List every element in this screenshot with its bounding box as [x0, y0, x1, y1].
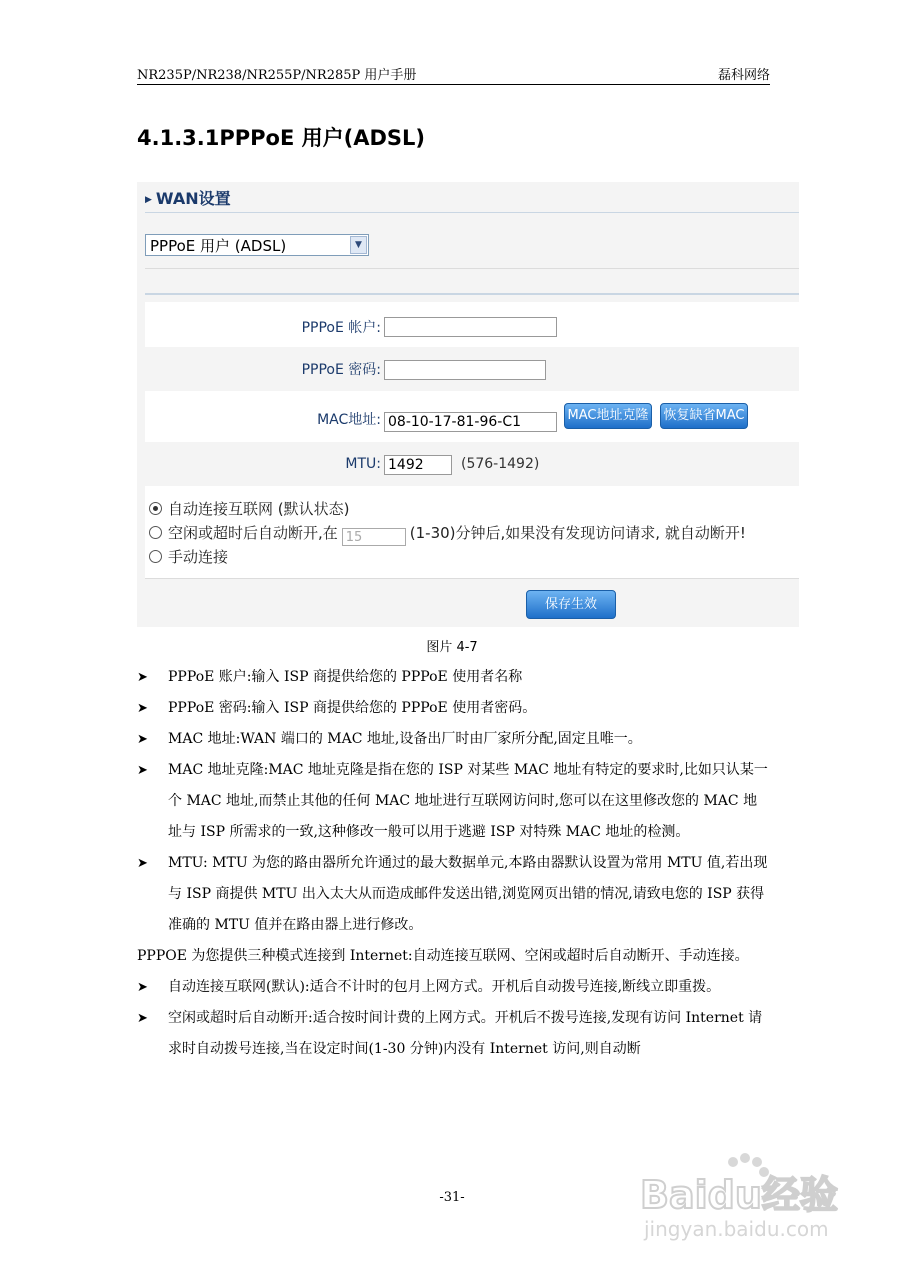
body-text	[137, 662, 770, 1065]
paragraph: PPPOE 为您提供三种模式连接到 Internet:自动连接互联网、空闲或超时后自动断开、手动连接。	[137, 948, 749, 964]
page-header	[137, 62, 770, 85]
list-item-text: PPPoE 密码:输入 ISP 商提供给您的 PPPoE 使用者密码。	[168, 700, 537, 716]
radio-icon[interactable]	[149, 526, 162, 539]
mtu-row	[145, 442, 799, 486]
section-title: 4.1.3.1PPPoE 用户(ADSL)	[137, 126, 426, 150]
header-company: 磊科网络	[717, 68, 770, 83]
account-row	[145, 302, 799, 347]
triangle-right-icon: ▶	[145, 195, 152, 205]
auto-connect-option[interactable]	[149, 498, 349, 519]
divider	[145, 268, 799, 269]
manual-connect-option[interactable]	[149, 546, 228, 567]
idle-suffix-label: (1-30)分钟后,如果没有发现访问请求, 就自动断开!	[409, 524, 746, 542]
wan-settings-title: WAN设置	[155, 189, 231, 208]
mac-row	[145, 391, 799, 442]
mac-input[interactable]: 08-10-17-81-96-C1	[384, 412, 557, 432]
arrow-bullet-icon: ➤	[137, 732, 148, 747]
idle-prefix-label: 空闲或超时后自动断开,在	[168, 524, 338, 542]
mac-label: MAC地址:	[317, 412, 381, 428]
idle-minutes-input[interactable]: 15	[342, 528, 406, 546]
arrow-bullet-icon: ➤	[137, 670, 148, 685]
arrow-bullet-icon: ➤	[137, 763, 148, 778]
save-button[interactable]: 保存生效	[526, 590, 616, 619]
restore-default-mac-button[interactable]: 恢复缺省MAC	[660, 403, 748, 429]
list-item	[137, 755, 770, 848]
divider	[145, 293, 799, 295]
mtu-input[interactable]: 1492	[384, 455, 452, 475]
wan-settings-panel	[137, 182, 799, 627]
list-item	[137, 724, 770, 755]
list-item-text: MTU: MTU 为您的路由器所允许通过的最大数据单元,本路由器默认设置为常用 MTU 值,若出现与 ISP 商提供 MTU 出入太大从而造成邮件发送出错,浏览网页出错的情况,请致电您的 ISP 获得准确的 MTU 值并在路由器上进行修改。	[168, 855, 768, 933]
manual-connect-label: 手动连接	[168, 548, 229, 566]
header-manual-title: NR235P/NR238/NR255P/NR285P 用户手册	[137, 68, 417, 83]
list-item-text: PPPoE 账户:输入 ISP 商提供给您的 PPPoE 使用者名称	[168, 669, 523, 685]
list-item-text: MAC 地址克隆:MAC 地址克隆是指在您的 ISP 对某些 MAC 地址有特定的要求时,比如只认某一个 MAC 地址,而禁止其他的任何 MAC 地址进行互联网访问时,您可以在这里修改您的 MAC 地址与 ISP 所需求的一致,这种修改一般可以用于逃避 ISP 对特殊 MAC 地址的检测。	[168, 762, 768, 840]
page-number: -31-	[439, 1190, 465, 1205]
connection-type-value: PPPoE 用户 (ADSL)	[150, 237, 287, 255]
password-label: PPPoE 密码:	[301, 362, 381, 378]
watermark-brand: Baidu经验	[640, 1173, 838, 1217]
figure-caption: 图片 4-7	[426, 640, 478, 655]
list-item	[137, 662, 770, 693]
mtu-range: (576-1492)	[461, 456, 540, 472]
mac-clone-button[interactable]: MAC地址克隆	[564, 403, 652, 429]
list-item	[137, 972, 770, 1003]
arrow-bullet-icon: ➤	[137, 701, 148, 716]
mtu-label: MTU:	[345, 456, 381, 472]
list-item-text: MAC 地址:WAN 端口的 MAC 地址,设备出厂时由厂家所分配,固定且唯一。	[168, 731, 642, 747]
arrow-bullet-icon: ➤	[137, 856, 148, 871]
arrow-bullet-icon: ➤	[137, 980, 148, 995]
chevron-down-icon[interactable]: ▼	[350, 236, 367, 254]
list-item	[137, 693, 770, 724]
radio-icon[interactable]	[149, 550, 162, 563]
password-input[interactable]	[384, 360, 546, 380]
arrow-bullet-icon: ➤	[137, 1011, 148, 1026]
account-label: PPPoE 帐户:	[301, 320, 381, 336]
divider	[145, 578, 799, 579]
list-item	[137, 1003, 770, 1065]
list-item-text: 空闲或超时后自动断开:适合按时间计费的上网方式。开机后不拨号连接,发现有访问 Internet 请求时自动拨号连接,当在设定时间(1-30 分钟)内没有 Internet 访问,则自动断	[168, 1010, 763, 1057]
watermark-url: jingyan.baidu.com	[644, 1217, 829, 1241]
divider	[145, 212, 799, 213]
wan-settings-heading	[145, 186, 231, 209]
baidu-jingyan-watermark	[640, 1150, 870, 1250]
password-row	[145, 347, 799, 391]
list-item	[137, 848, 770, 941]
auto-connect-label: 自动连接互联网 (默认状态)	[168, 500, 350, 518]
connection-type-select[interactable]	[145, 234, 369, 256]
idle-disconnect-option[interactable]	[149, 522, 746, 546]
account-input[interactable]	[384, 317, 557, 337]
radio-selected-icon[interactable]	[149, 502, 162, 515]
list-item-text: 自动连接互联网(默认):适合不计时的包月上网方式。开机后自动拨号连接,断线立即重拨。	[168, 979, 721, 995]
